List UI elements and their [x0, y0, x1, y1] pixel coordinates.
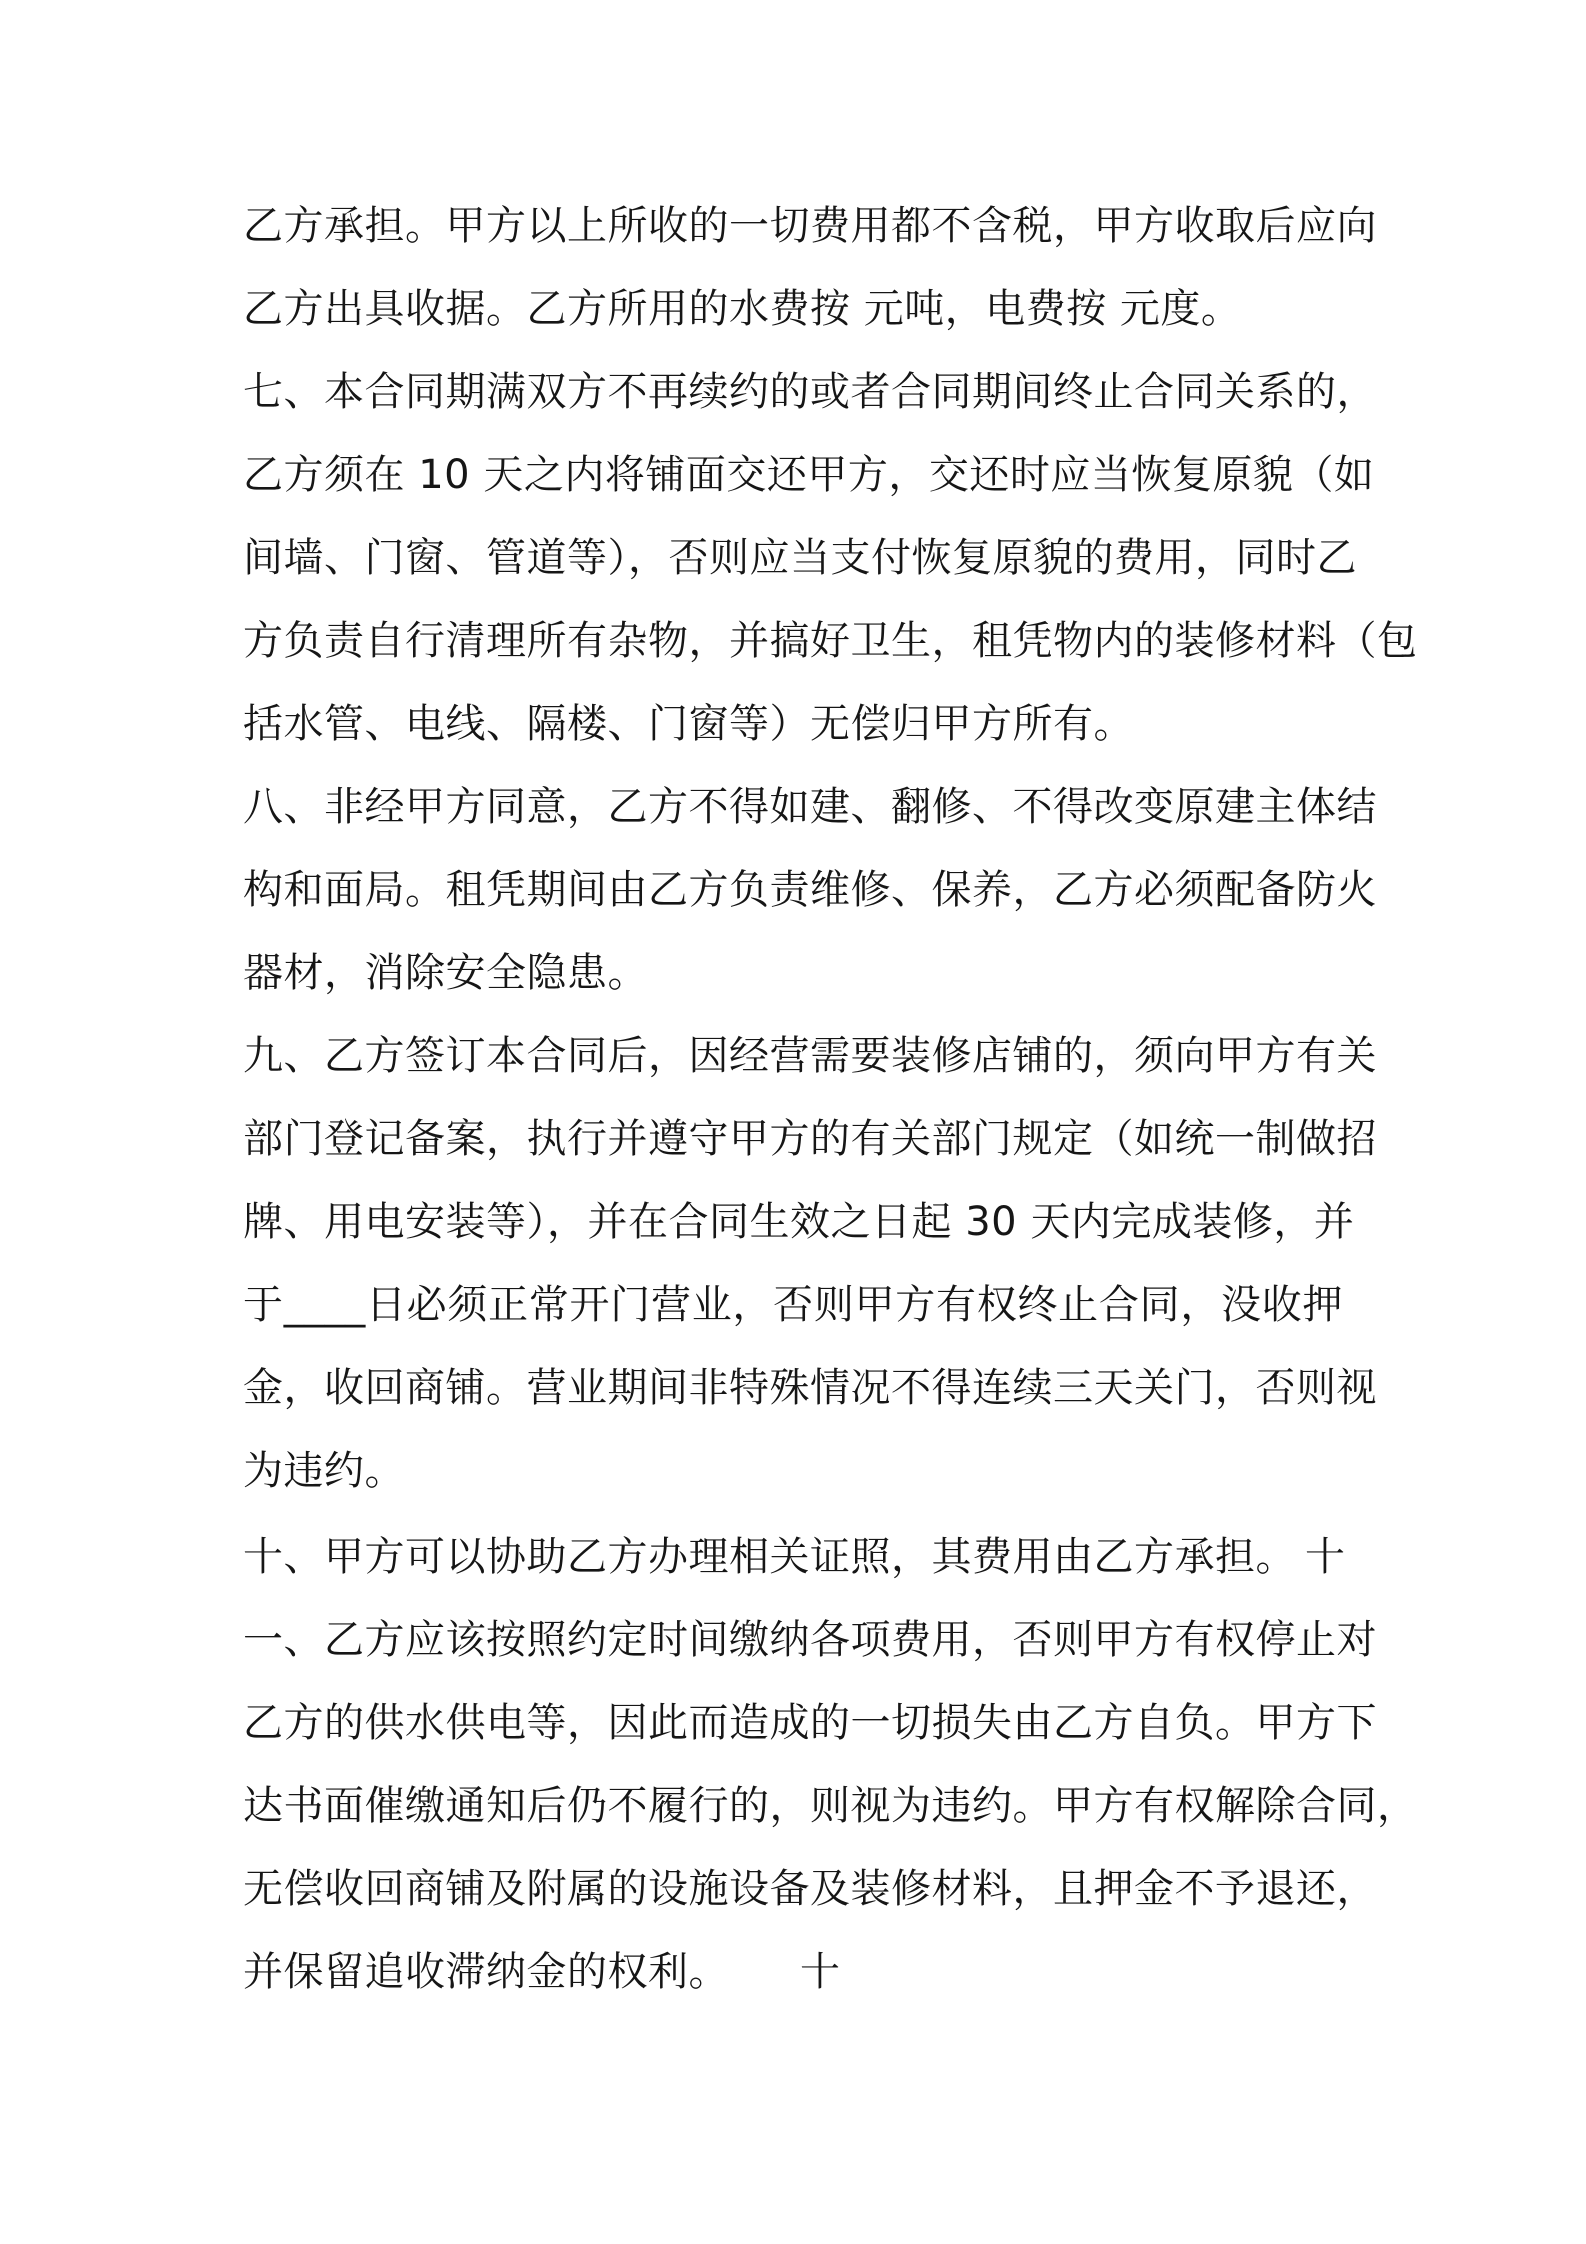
text-line: 乙方承担。甲方以上所收的一切费用都不含税，甲方收取后应向	[243, 203, 1377, 249]
text-line: 乙方须在 10 天之内将铺面交还甲方，交还时应当恢复原貌（如	[243, 452, 1375, 498]
clause-number-marker: 十	[1305, 1534, 1345, 1580]
text-line: 间墙、门窗、管道等），否则应当支付恢复原貌的费用，同时乙	[243, 535, 1357, 581]
text-line: 无偿收回商铺及附属的设施设备及装修材料，且押金不予退还，	[243, 1866, 1377, 1912]
text-line: 十、甲方可以协助乙方办理相关证照，其费用由乙方承担。	[243, 1534, 1296, 1580]
text-line: 金，收回商铺。营业期间非特殊情况不得连续三天关门，否则视	[243, 1365, 1377, 1411]
text-line: 八、非经甲方同意，乙方不得如建、翻修、不得改变原建主体结	[243, 784, 1377, 830]
text-line: 并保留追收滞纳金的权利。	[243, 1949, 729, 1995]
text-line: 方负责自行清理所有杂物，并搞好卫生，租凭物内的装修材料（包	[243, 618, 1418, 664]
text-line: 达书面催缴通知后仍不履行的，则视为违约。甲方有权解除合同，	[243, 1783, 1418, 1829]
text-line: 器材，消除安全隐患。	[243, 950, 648, 996]
text-line: 一、乙方应该按照约定时间缴纳各项费用，否则甲方有权停止对	[243, 1617, 1377, 1663]
text-line: 七、本合同期满双方不再续约的或者合同期间终止合同关系的，	[243, 369, 1377, 415]
clause-number-marker: 十	[800, 1949, 840, 1995]
text-line: 乙方的供水供电等，因此而造成的一切损失由乙方自负。甲方下	[243, 1700, 1377, 1746]
text-line: 部门登记备案，执行并遵守甲方的有关部门规定（如统一制做招	[243, 1116, 1377, 1162]
text-line: 构和面局。租凭期间由乙方负责维修、保养，乙方必须配备防火	[243, 867, 1377, 913]
text-line: 为违约。	[243, 1448, 405, 1494]
text-line: 牌、用电安装等），并在合同生效之日起 30 天内完成装修，并	[243, 1199, 1355, 1245]
text-line: 于____日必须正常开门营业，否则甲方有权终止合同，没收押	[243, 1282, 1343, 1328]
text-line: 乙方出具收据。乙方所用的水费按 元吨，电费按 元度。	[243, 286, 1242, 332]
text-line: 括水管、电线、隔楼、门窗等）无偿归甲方所有。	[243, 701, 1134, 747]
text-line: 九、乙方签订本合同后，因经营需要装修店铺的，须向甲方有关	[243, 1033, 1377, 1079]
